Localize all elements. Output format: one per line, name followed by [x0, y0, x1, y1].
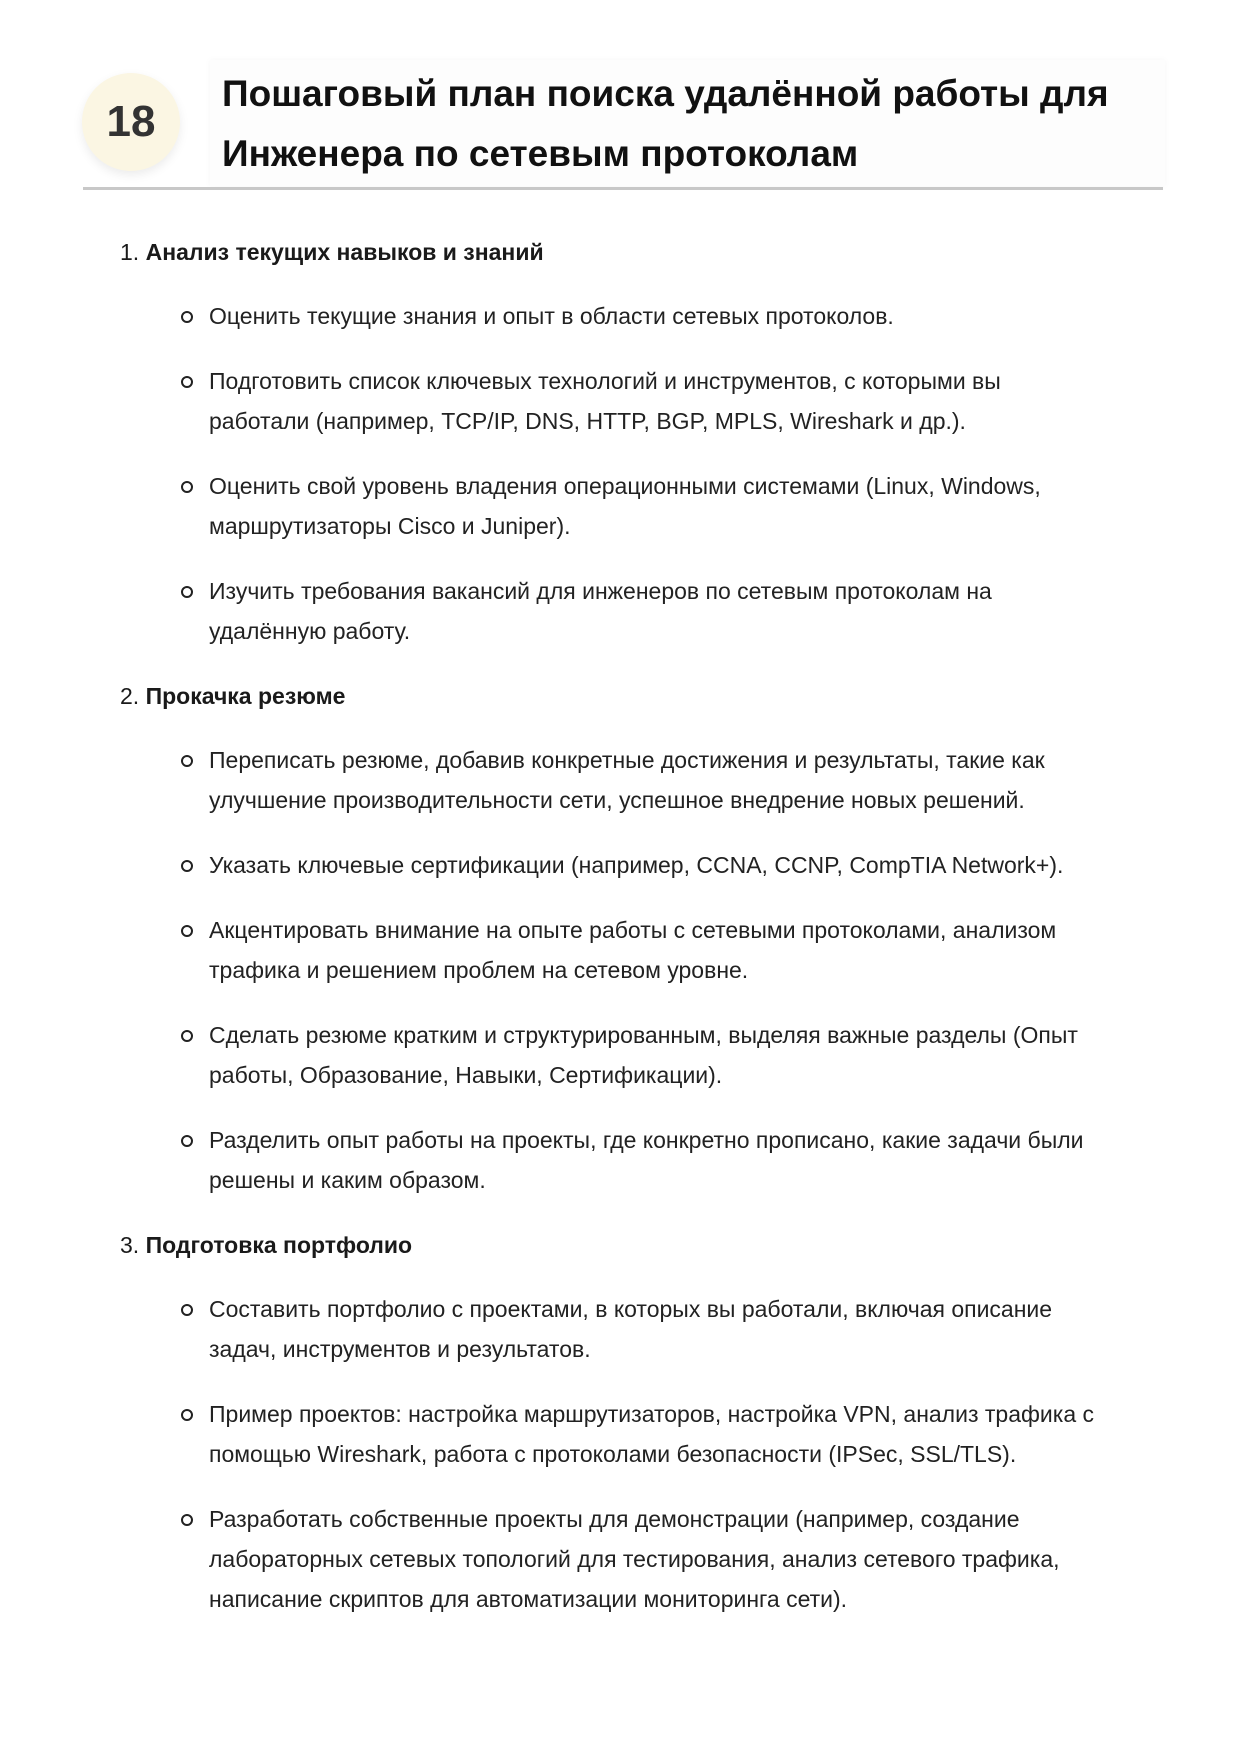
page-title	[222, 64, 1162, 184]
list-item-text-line: решены и каким образом.	[209, 1167, 486, 1193]
list-item	[120, 296, 1180, 336]
list-item-text-line: Оценить свой уровень владения операционными системами (Linux, Windows,	[209, 473, 1041, 499]
list-item-text-line: маршрутизаторы Cisco и Juniper).	[209, 513, 571, 539]
list-item	[120, 361, 1180, 441]
list-item-text-line: улучшение производительности сети, успешное внедрение новых решений.	[209, 787, 1025, 813]
section-heading	[120, 232, 1180, 272]
chapter-number-badge: 18	[82, 73, 180, 171]
list-item-text-line: Составить портфолио с проектами, в которых вы работали, включая описание	[209, 1296, 1053, 1322]
section-title: Подготовка портфолио	[145, 1232, 413, 1258]
title-line: Инженера по сетевым протоколам	[222, 133, 859, 174]
list-item	[120, 1015, 1180, 1095]
section-number: 1.	[120, 239, 140, 265]
list-item	[120, 740, 1180, 820]
hollow-circle-bullet-icon	[181, 755, 193, 767]
list-item-text-line: трафика и решением проблем на сетевом уровне.	[209, 957, 749, 983]
list-item-text-line: лабораторных сетевых топологий для тестирования, анализ сетевого трафика,	[209, 1546, 1060, 1572]
list-item	[120, 571, 1180, 651]
bullet-list	[120, 740, 1180, 1200]
hollow-circle-bullet-icon	[181, 1304, 193, 1316]
hollow-circle-bullet-icon	[181, 586, 193, 598]
hollow-circle-bullet-icon	[181, 860, 193, 872]
list-item-text-line: Разделить опыт работы на проекты, где конкретно прописано, какие задачи были	[209, 1127, 1084, 1153]
list-item-text-line: Подготовить список ключевых технологий и инструментов, с которыми вы	[209, 368, 1001, 394]
section-title: Прокачка резюме	[145, 683, 346, 709]
plan-section	[120, 232, 1180, 651]
list-item	[120, 1120, 1180, 1200]
list-item-text-line: Изучить требования вакансий для инженеров по сетевым протоколам на	[209, 578, 992, 604]
plan-section	[120, 1225, 1180, 1619]
list-item-text-line: Указать ключевые сертификации (например, CCNA, CCNP, CompTIA Network+).	[209, 852, 1064, 878]
list-item-text-line: Разработать собственные проекты для демонстрации (например, создание	[209, 1506, 1020, 1532]
list-item-text-line: удалённую работу.	[209, 618, 411, 644]
list-item-text-line: Акцентировать внимание на опыте работы с сетевыми протоколами, анализом	[209, 917, 1057, 943]
list-item-text-line: задач, инструментов и результатов.	[209, 1336, 591, 1362]
hollow-circle-bullet-icon	[181, 1135, 193, 1147]
plan-section	[120, 676, 1180, 1200]
list-item	[120, 1499, 1180, 1619]
list-item-text-line: Сделать резюме кратким и структурированным, выделяя важные разделы (Опыт	[209, 1022, 1078, 1048]
list-item	[120, 1289, 1180, 1369]
title-line: Пошаговый план поиска удалённой работы для	[222, 73, 1109, 114]
section-title: Анализ текущих навыков и знаний	[145, 239, 544, 265]
list-item	[120, 466, 1180, 546]
plan-content	[120, 232, 1180, 1644]
hollow-circle-bullet-icon	[181, 481, 193, 493]
list-item-text-line: помощью Wireshark, работа с протоколами безопасности (IPSec, SSL/TLS).	[209, 1441, 1017, 1467]
hollow-circle-bullet-icon	[181, 1409, 193, 1421]
list-item	[120, 910, 1180, 990]
section-heading	[120, 676, 1180, 716]
list-item-text-line: работали (например, TCP/IP, DNS, HTTP, BGP, MPLS, Wireshark и др.).	[209, 408, 966, 434]
hollow-circle-bullet-icon	[181, 1514, 193, 1526]
bullet-list	[120, 296, 1180, 651]
section-heading	[120, 1225, 1180, 1265]
bullet-list	[120, 1289, 1180, 1619]
list-item-text-line: Пример проектов: настройка маршрутизаторов, настройка VPN, анализ трафика с	[209, 1401, 1095, 1427]
section-number: 2.	[120, 683, 140, 709]
list-item	[120, 1394, 1180, 1474]
header-divider	[83, 187, 1163, 190]
list-item-text-line: работы, Образование, Навыки, Сертификации).	[209, 1062, 723, 1088]
hollow-circle-bullet-icon	[181, 1030, 193, 1042]
list-item-text-line: Переписать резюме, добавив конкретные достижения и результаты, такие как	[209, 747, 1045, 773]
hollow-circle-bullet-icon	[181, 925, 193, 937]
list-item-text-line: написание скриптов для автоматизации мониторинга сети).	[209, 1586, 848, 1612]
list-item-text-line: Оценить текущие знания и опыт в области сетевых протоколов.	[209, 303, 894, 329]
hollow-circle-bullet-icon	[181, 376, 193, 388]
hollow-circle-bullet-icon	[181, 311, 193, 323]
list-item	[120, 845, 1180, 885]
section-number: 3.	[120, 1232, 140, 1258]
